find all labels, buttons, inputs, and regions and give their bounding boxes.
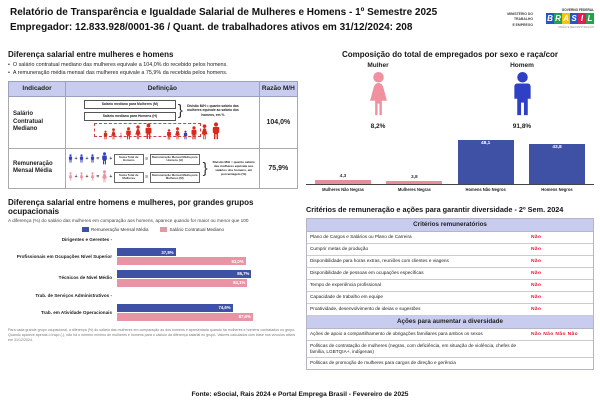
- indicator-table-header-row: [9, 81, 298, 96]
- ministry-logo: [507, 8, 533, 28]
- criteria-title: Critérios de remuneração e ações para garantir diversidade - 2º Sem. 2024: [306, 204, 564, 214]
- sex-composition-icons: [306, 62, 594, 130]
- male-person-icon: [79, 154, 84, 163]
- table-row-salario-mediano: [9, 96, 298, 148]
- equiv-sign: ≡: [145, 156, 149, 163]
- brasil-letter-tile: I: [578, 13, 586, 24]
- legend-item: [160, 227, 224, 232]
- col-header-definicao: Definição: [66, 81, 260, 96]
- female-label: Mulher: [367, 62, 389, 69]
- criteria-row: [307, 292, 593, 304]
- table-row-remuneracao-media: [9, 148, 298, 188]
- legend-item: [82, 227, 149, 232]
- equals-sign: =: [96, 156, 100, 163]
- comp-bar-slot: [454, 140, 518, 184]
- criteria-row: [307, 256, 593, 268]
- occ-bar: 86,7%: [117, 270, 251, 278]
- comp-bar: [458, 140, 514, 184]
- occupational-chart-title: Diferença salarial entre homens e mulheres, por grandes grupos ocupacionais: [8, 197, 254, 216]
- occ-bar: 87,6%: [117, 313, 253, 321]
- salary-diff-bullets: [8, 62, 298, 77]
- left-column: [8, 50, 298, 344]
- comp-category-label: Mulheres Negras: [397, 186, 431, 192]
- comp-bar-slot: [525, 144, 589, 184]
- male-person-icon: [101, 152, 108, 165]
- median-people-diagram: [67, 124, 258, 145]
- female-person-icon: [200, 124, 209, 140]
- brasil-letter-tile: R: [555, 14, 561, 23]
- header-logos: [507, 8, 594, 29]
- avg-women-box: Remuneração Mensal Média para Mulheres (M): [150, 172, 200, 183]
- male-person-icon: [68, 154, 73, 163]
- criteria-row: [307, 329, 593, 341]
- median-men-box: Salário mediano para Homens (H): [84, 112, 176, 121]
- criteria-row: [307, 358, 593, 369]
- male-person-icon: [211, 122, 221, 140]
- brasil-letter-tile: A: [563, 14, 569, 23]
- occ-chart-row: [8, 293, 298, 298]
- race-composition-chart: [306, 136, 594, 185]
- occ-chart-row: [8, 247, 298, 266]
- race-composition-labels: [306, 187, 594, 192]
- sum-men-box: Soma Total de Homens: [114, 154, 144, 165]
- criteria-label: Capacidade de trabalho em equipe: [310, 293, 383, 299]
- median-selection-dashed-box: [94, 123, 201, 137]
- female-person-icon: [366, 71, 391, 117]
- median-women-box: Salário mediano para Mulheres (M): [84, 100, 176, 109]
- median-definition-diagram: [67, 98, 258, 121]
- comp-category-label: Homens Não Negros: [465, 186, 506, 192]
- criteria-row: [307, 268, 593, 280]
- legend-swatch: [160, 227, 167, 232]
- occ-bar: 84,1%: [117, 279, 247, 287]
- criteria-row: [307, 304, 593, 316]
- plus-sign: +: [85, 156, 89, 163]
- occ-category-label: Trab. de Serviços Administrativos -: [35, 292, 112, 298]
- legend-label: Salário Contratual Mediano: [169, 226, 225, 232]
- comp-bar-slot: [382, 175, 446, 184]
- legend-swatch: [82, 227, 89, 232]
- female-person-icon: [68, 172, 73, 181]
- comp-bar: [315, 180, 371, 184]
- comp-category-label: Homens Negros: [541, 186, 573, 192]
- plus-sign: +: [85, 174, 89, 181]
- occ-category-label: Técnicos de Nível Médio: [58, 275, 112, 281]
- female-percent: 8,2%: [370, 123, 386, 130]
- comp-bar-value: 43,8: [552, 145, 562, 151]
- brasil-letter-tile: L: [587, 14, 593, 23]
- occ-category-label: Profissionais em Ocupações Nível Superior: [16, 253, 112, 259]
- gov-federal-label: GOVERNO FEDERAL: [561, 8, 594, 12]
- report-header: [10, 6, 480, 35]
- criteria-value: Não: [531, 234, 542, 240]
- occ-chart-row: [8, 269, 298, 288]
- composition-title: Composição do total de empregados por sexo e raça/cor: [341, 50, 559, 59]
- employer-line: Empregador: 12.833.928/0001-36 / Quant. de trabalhadores ativos em 31/12/2024: 208: [10, 21, 413, 33]
- indicator-table: [8, 81, 298, 189]
- plus-sign: +: [74, 156, 78, 163]
- criteria-label: Políticas de promoção de mulheres para cargos de direção e gerência: [310, 360, 456, 366]
- comp-bar-value: 3,8: [410, 174, 418, 180]
- report-footer: Fonte: eSocial, Rais 2024 e Portal Emprega Brasil - Fevereiro de 2025: [191, 391, 409, 398]
- gov-brasil-logo: [542, 8, 594, 29]
- ratio-value: 75,9%: [268, 164, 289, 172]
- criteria-label: Cumprir metas de produção: [310, 245, 369, 251]
- occ-bar: 37,8%: [117, 248, 176, 256]
- occ-category-label: Trab. em Atividade Operacionais: [40, 309, 112, 315]
- occupational-chart-subtitle: A diferença (%) do salário das mulheres em comparação aos homens, aparece quando for maior ou menor que 100: [8, 217, 249, 223]
- criteria-label: Plano de Cargos e Salários ou Plano de Carreira: [310, 233, 412, 239]
- occ-category-label: Dirigentes e Gerentes -: [61, 236, 112, 242]
- male-person-icon: [510, 71, 535, 117]
- occ-chart-row: [8, 237, 298, 242]
- criteria-row: [307, 232, 593, 244]
- indicator-label: Remuneração Mensal Média: [13, 160, 53, 175]
- comp-bar-slot: [311, 174, 375, 184]
- ratio-value: 104,0%: [266, 118, 291, 126]
- occ-bar: 74,6%: [117, 304, 233, 312]
- ministry-logo-line: E EMPREGO: [512, 22, 533, 27]
- occupational-chart-legend: [8, 227, 298, 232]
- mean-definition-diagram: [67, 150, 258, 187]
- comp-bar-value: 48,1: [480, 141, 491, 147]
- criteria-section-header: Critérios remuneratórios: [307, 219, 593, 232]
- male-group: [457, 62, 587, 130]
- criteria-row: [307, 341, 593, 358]
- col-header-razao: Razão M/H: [259, 81, 297, 96]
- criteria-value: Não: [531, 270, 542, 276]
- occ-bar: 83,0%: [117, 257, 246, 265]
- brasil-wordmark: [542, 13, 594, 24]
- comp-bar: [529, 144, 585, 184]
- right-column: [306, 50, 594, 370]
- indicator-label: Salário Contratual Mediano: [13, 111, 43, 133]
- criteria-table: [306, 218, 594, 370]
- male-label: Homem: [510, 62, 534, 69]
- sum-women-box: Soma Total de Mulheres: [114, 172, 144, 183]
- female-group: [313, 62, 443, 130]
- criteria-label: Ações de apoio a compartilhamento de obrigações familiares para ambos os sexos: [310, 330, 483, 336]
- equiv-sign: ≡: [145, 174, 149, 181]
- comp-bar: [386, 181, 442, 184]
- avg-men-box: Remuneração Mensal Média para Homens (H): [150, 154, 200, 165]
- plus-sign: +: [109, 174, 113, 181]
- col-header-indicador: Indicador: [9, 81, 66, 96]
- male-percent: 91,8%: [512, 123, 532, 130]
- female-person-icon: [79, 172, 84, 181]
- report-title: Relatório de Transparência e Igualdade Salarial de Mulheres e Homens - 1º Semestre 2025: [10, 7, 438, 18]
- brace-glyph: }: [202, 159, 208, 177]
- criteria-section-header: Ações para aumentar a diversidade: [307, 316, 593, 329]
- criteria-label: Políticas de contratação de mulheres (negras, com deficiência, em situação de violência, chefes de família, LGBTQIA+, indígenas): [310, 342, 517, 354]
- ministry-logo-line: MINISTÉRIO DO: [507, 12, 533, 16]
- criteria-label: Disponibilidade para horas extras, reuniões com clientes e viagens: [310, 257, 449, 263]
- women-sum-formula: [68, 170, 200, 185]
- brace-glyph: }: [177, 101, 183, 119]
- occupational-chart: [8, 237, 298, 322]
- criteria-value: Não: [531, 282, 542, 288]
- salary-diff-title: Diferença salarial entre mulheres e homens: [8, 50, 174, 59]
- criteria-value: Não: [531, 294, 542, 300]
- criteria-label: Disponibilidade de pessoas em ocupações específicas: [310, 269, 424, 275]
- criteria-value: Não Não Não Não: [531, 331, 579, 337]
- female-person-icon: [101, 170, 108, 183]
- female-person-icon: [90, 172, 95, 181]
- criteria-value: Não: [531, 306, 542, 312]
- brasil-letter-tile: S: [571, 14, 577, 23]
- comp-category-label: Mulheres Não Negras: [322, 186, 364, 192]
- male-person-icon: [90, 154, 95, 163]
- criteria-label: Proatividade, desenvolvimento de ideias e sugestões: [310, 305, 421, 311]
- brasil-letter-tile: B: [547, 14, 553, 23]
- mean-ratio-note: Divisão M/H = quanto salário das mulheres equivale aos salários dos homens, em porcentagem (%): [212, 160, 255, 177]
- ministry-logo-line: TRABALHO: [513, 17, 533, 22]
- criteria-value: Não: [531, 246, 542, 252]
- men-sum-formula: [68, 152, 200, 167]
- criteria-row: [307, 280, 593, 292]
- equals-sign: =: [96, 174, 100, 181]
- legend-label: Remuneração Mensal Média: [90, 226, 149, 232]
- criteria-row: [307, 244, 593, 256]
- salary-diff-bullet: • A remuneração média mensal das mulheres equivale a 75,9% da recebida pelos homens.: [8, 70, 298, 76]
- gov-slogan: UNIÃO E RECONSTRUÇÃO: [557, 25, 594, 29]
- comp-bar-value: 4,3: [339, 174, 347, 180]
- occ-chart-row: [8, 303, 298, 322]
- plus-sign: +: [74, 174, 78, 181]
- median-ratio-note: Divisão M/H = quanto salário das mulheres equivale ao salário dos homens, em %: [186, 104, 239, 117]
- criteria-value: Não: [531, 258, 542, 264]
- criteria-label: Tempo de experiência profissional: [310, 281, 381, 287]
- salary-diff-bullet: • O salário contratual mediano das mulheres equivale a 104,0% do recebido pelos homens.: [8, 62, 298, 68]
- occupational-chart-footnote: Para cada grande grupo ocupacional, a diferença (%) do salário das mulheres em comparação ao dos homens é apresentada quando há mulheres e homens contratados no grupo. Quando aparece apenas o traço (-), não há o número mínimo de mulheres e homens para o cálculo da diferença salarial no grupo. Valores calculados com base nos vínculos ativos em 31/12/2024.: [8, 327, 296, 343]
- plus-sign: +: [109, 156, 113, 163]
